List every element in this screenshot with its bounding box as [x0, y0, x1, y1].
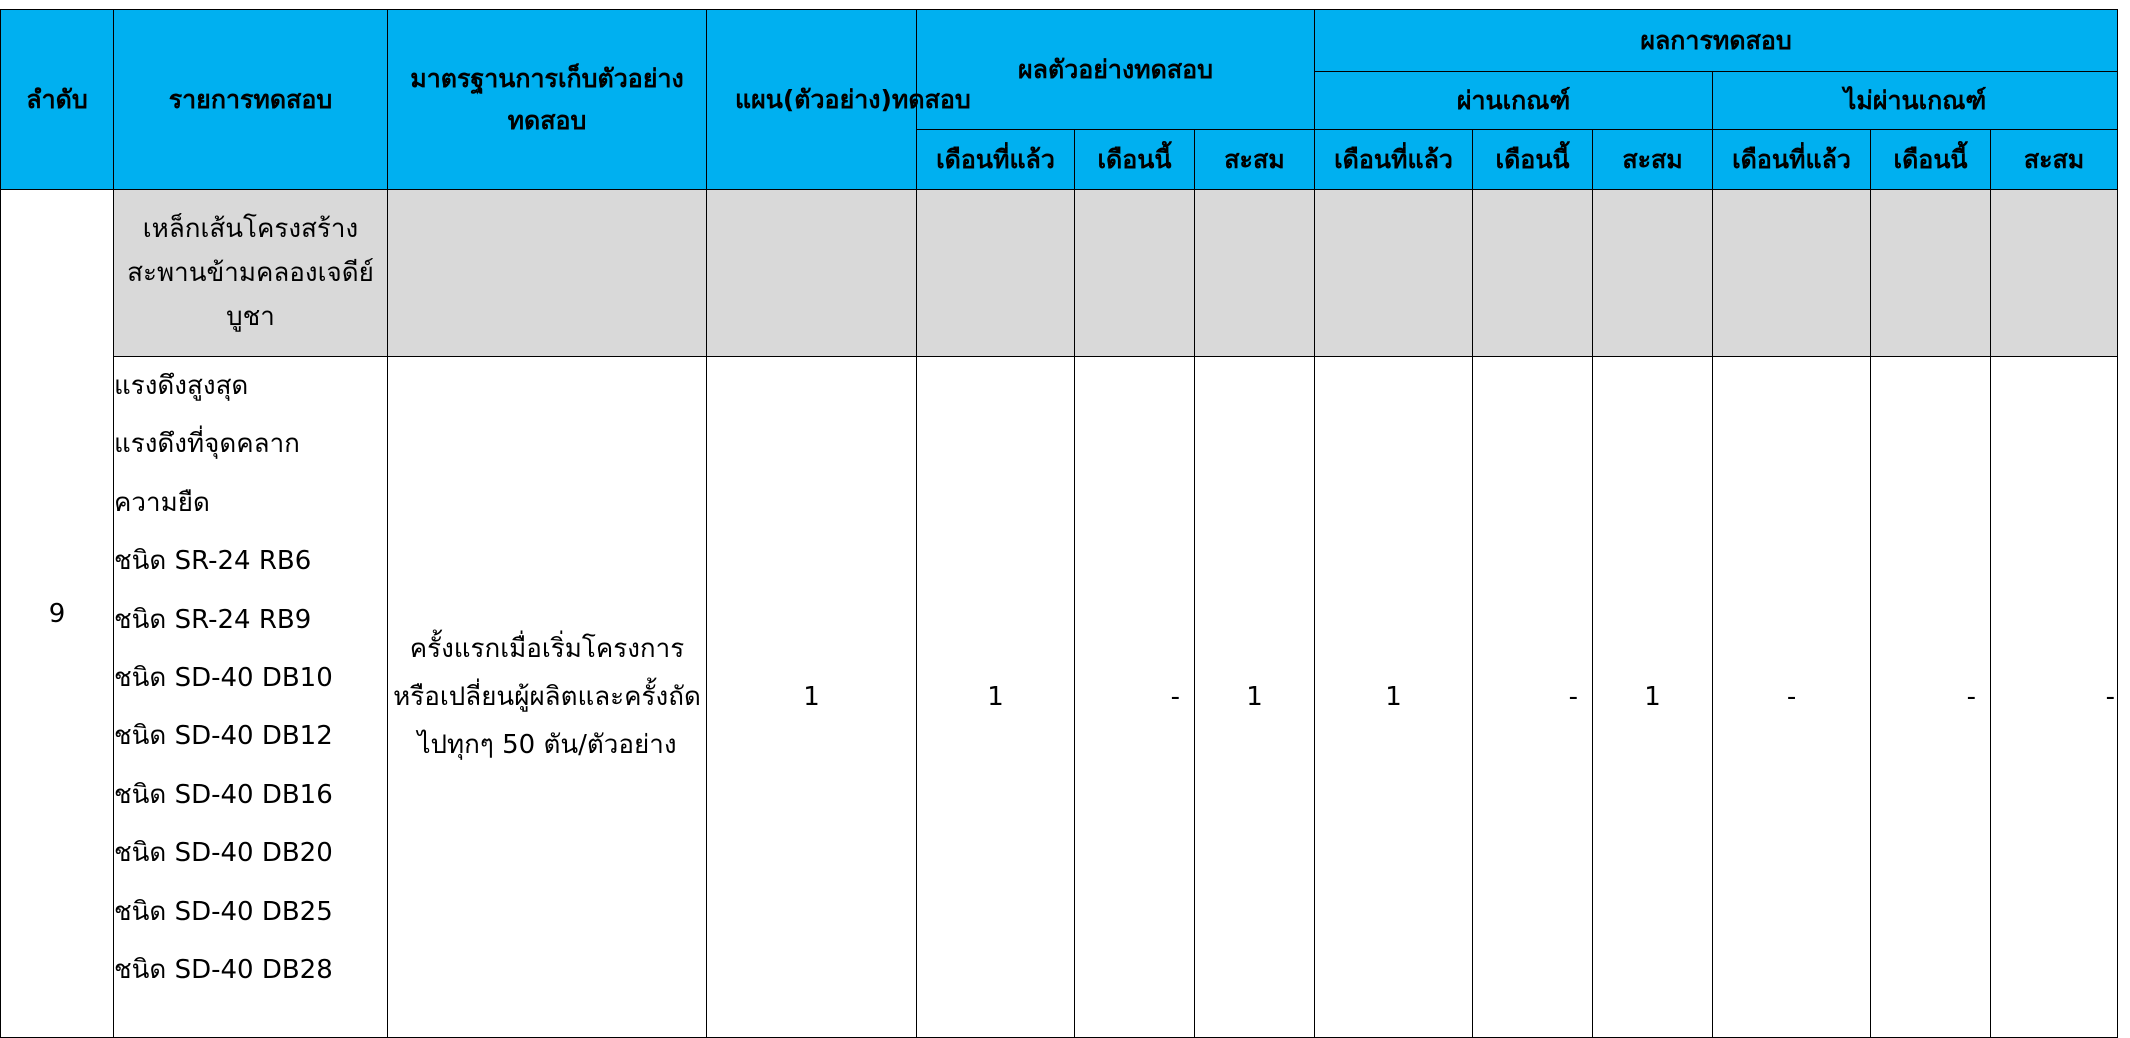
- group-cell: [1713, 190, 1871, 357]
- sample-last-month-value: 1: [917, 357, 1075, 1038]
- pass-this-month-value: -: [1473, 357, 1593, 1038]
- group-cell: [388, 190, 707, 357]
- header-fail-this-month: เดือนนี้: [1871, 130, 1991, 190]
- header-pass-cumulative: สะสม: [1593, 130, 1713, 190]
- pass-cumulative-value: 1: [1593, 357, 1713, 1038]
- sampling-standard: ครั้งแรกเมื่อเริ่มโครงการหรือเปลี่ยนผู้ผลิตและครั้งถัดไปทุกๆ 50 ตัน/ตัวอย่าง: [388, 357, 707, 1038]
- header-standard: มาตรฐานการเก็บตัวอย่างทดสอบ: [388, 10, 707, 190]
- group-row: [1, 190, 2118, 357]
- header-fail-last-month: เดือนที่แล้ว: [1713, 130, 1871, 190]
- sample-this-month-value: -: [1075, 357, 1195, 1038]
- header-sample-results: ผลตัวอย่างทดสอบ: [917, 10, 1315, 130]
- row-seq: 9: [1, 190, 114, 1038]
- group-cell: [917, 190, 1075, 357]
- list-item: ชนิด SD-40 DB20: [114, 838, 333, 869]
- sample-cumulative-value: 1: [1195, 357, 1315, 1038]
- header-pass-this-month: เดือนนี้: [1473, 130, 1593, 190]
- list-item: ชนิด SR-24 RB9: [114, 604, 312, 635]
- fail-cumulative-value: -: [1991, 357, 2118, 1038]
- pass-last-month-value: 1: [1315, 357, 1473, 1038]
- header-test-results: ผลการทดสอบ: [1315, 10, 2118, 72]
- group-cell: [1195, 190, 1315, 357]
- group-cell: [1871, 190, 1991, 357]
- header-seq: ลำดับ: [1, 10, 114, 190]
- header-pass: ผ่านเกณฑ์: [1315, 72, 1713, 130]
- list-item: แรงดึงสูงสุด: [114, 371, 249, 401]
- group-cell: [1473, 190, 1593, 357]
- list-item: ชนิด SD-40 DB10: [114, 663, 333, 694]
- list-item: ชนิด SD-40 DB28: [114, 955, 333, 986]
- list-item: ความยืด: [114, 487, 210, 518]
- list-item: ชนิด SD-40 DB12: [114, 721, 333, 752]
- fail-last-month-value: -: [1713, 357, 1871, 1038]
- header-sample-this-month: เดือนนี้: [1075, 130, 1195, 190]
- list-item: ชนิด SD-40 DB16: [114, 779, 333, 810]
- header-plan: แผน(ตัวอย่าง)ทดสอบ: [707, 10, 917, 190]
- group-cell: [1315, 190, 1473, 357]
- header-test-item: รายการทดสอบ: [114, 10, 388, 190]
- fail-this-month-value: -: [1871, 357, 1991, 1038]
- header-row-1: [1, 10, 2118, 72]
- list-item: แรงดึงที่จุดคลาก: [114, 429, 300, 460]
- list-item: ชนิด SR-24 RB6: [114, 546, 312, 577]
- test-item-list: [114, 357, 388, 1038]
- table-row: [1, 357, 2118, 1038]
- group-cell: [1991, 190, 2118, 357]
- group-cell: [707, 190, 917, 357]
- test-results-table: [0, 9, 2118, 1038]
- group-title: เหล็กเส้นโครงสร้างสะพานข้ามคลองเจดีย์บูชา: [114, 190, 388, 357]
- list-item: ชนิด SD-40 DB25: [114, 896, 333, 927]
- plan-value: 1: [707, 357, 917, 1038]
- group-cell: [1075, 190, 1195, 357]
- header-sample-cumulative: สะสม: [1195, 130, 1315, 190]
- header-pass-last-month: เดือนที่แล้ว: [1315, 130, 1473, 190]
- header-fail: ไม่ผ่านเกณฑ์: [1713, 72, 2118, 130]
- header-fail-cumulative: สะสม: [1991, 130, 2118, 190]
- group-cell: [1593, 190, 1713, 357]
- header-sample-last-month: เดือนที่แล้ว: [917, 130, 1075, 190]
